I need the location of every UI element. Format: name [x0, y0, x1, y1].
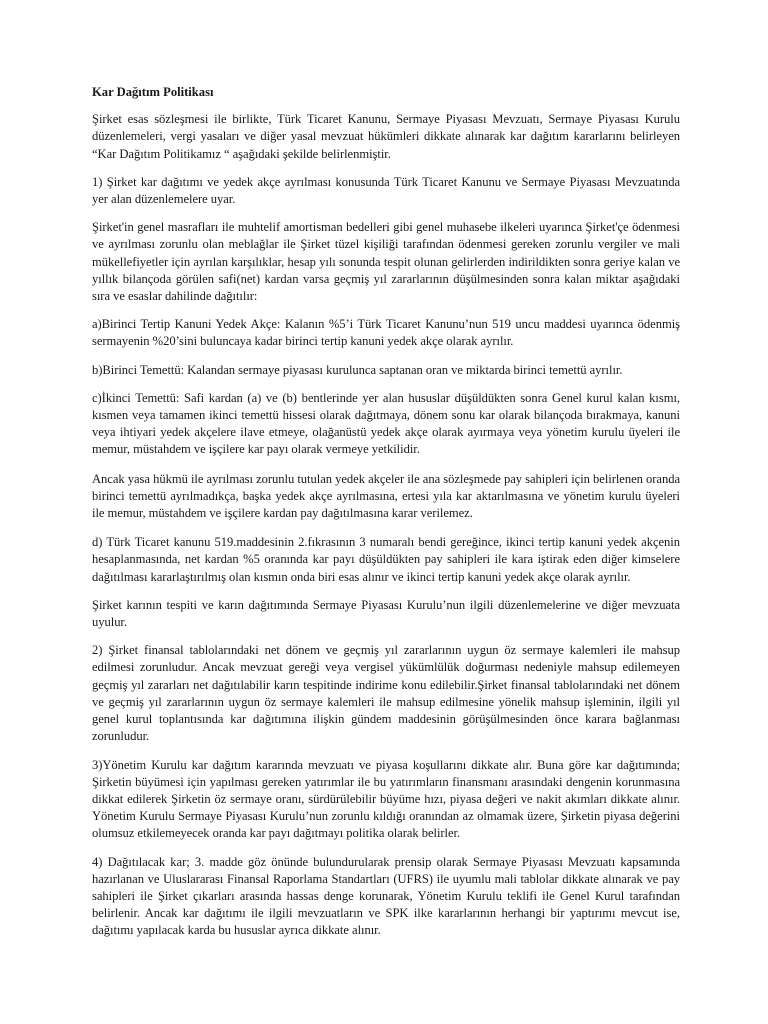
paragraph-general-expenses: Şirket'in genel masrafları ile muhtelif amortisman bedelleri gibi genel muhasebe ilkeleri uyarınca Şirket'çe ödenmesi ve ayrılması zorunlu olan meblağlar ile Şirket tüzel kişiliği tarafından ödenmesi gereken zorunlu vergiler ve mali mükellefiyetler için ayrılan karşılıklar, hesap yılı sonunda tespit olunan gelirlerden indirildikten sonra geriye kalan ve yıllık bilançoda görülen safi(net) kardan varsa geçmiş yıl zararlarının düşülmesinden sonra kalan miktar aşağıdaki sıra ve esaslar dahilinde dağıtılır:: [92, 220, 680, 304]
paragraph-compliance: Şirket karının tespiti ve karın dağıtımında Sermaye Piyasası Kurulu’nun ilgili düzenlemelerine ve diğer mevzuata uyulur.: [92, 597, 680, 630]
paragraph-item-4: 4) Dağıtılacak kar; 3. madde göz önünde bulundurularak prensip olarak Sermaye Piyasası Mevzuatı kapsamında hazırlanan ve Uluslararası Finansal Raporlama Standartları (UFRS) ile uyumlu mali tablolar dikkate alınarak ve pay sahipleri ile Şirket çıkarları arasında hassas denge korunarak, Yönetim Kurulu teklifi ile Genel Kurul tarafından belirlenir. Ancak kar dağıtımı ile ilgili mevzuatların ve SPK ilke kararlarının herhangi bir yaptırımı mevcut ise, dağıtımı yapılacak karda bu hususlar ayrıca dikkate alınır.: [92, 854, 680, 938]
paragraph-item-a: a)Birinci Tertip Kanuni Yedek Akçe: Kalanın %5’i Türk Ticaret Kanunu’nun 519 uncu maddesi uyarınca ödenmiş sermayenin %20’sini buluncaya kadar birinci tertip kanuni yedek akçe olarak ayrılır.: [92, 317, 680, 349]
paragraph-item-1: 1) Şirket kar dağıtımı ve yedek akçe ayrılması konusunda Türk Ticaret Kanunu ve Sermaye Piyasası Mevzuatında yer alan düzenlemelere uyar.: [92, 174, 680, 207]
paragraph-item-d: d) Türk Ticaret kanunu 519.maddesinin 2.fıkrasının 3 numaralı bendi gereğince, ikinci tertip kanuni yedek akçenin hesaplanmasında, net kardan %5 oranında kar payı düşüldükten pay sahipleri ile kara iştirak eden diğer kimselere dağıtılması kararlaştırılmış olan kısmın onda biri esas alınır ve ikinci tertip kanuni yedek akçe olarak ayrılır.: [92, 535, 680, 584]
paragraph-intro: Şirket esas sözleşmesi ile birlikte, Türk Ticaret Kanunu, Sermaye Piyasası Mevzuatı, Sermaye Piyasası Kurulu düzenlemeleri, vergi yasaları ve diğer yasal mevzuat hükümleri dikkate alınarak kar dağıtım kararlarını belirleyen “Kar Dağıtım Politikamız “ aşağıdaki şekilde belirlenmiştir.: [92, 112, 680, 161]
document-title: Kar Dağıtım Politikası: [92, 85, 214, 99]
paragraph-item-3: 3)Yönetim Kurulu kar dağıtım kararında mevzuatı ve piyasa koşullarını dikkate alır. Buna göre kar dağıtımında; Şirketin büyümesi için yapılması gereken yatırımlar ile bu yatırımların finansmanı arasındaki dengenin korunmasına dikkat edilerek Şirketin öz sermaye oranı, sürdürülebilir büyüme hızı, piyasa değeri ve nakit akımları dikkate alınır. Yönetim Kurulu Sermaye Piyasası Kurulu’nun zorunlu kıldığı oranından az olmamak üzere, Şirketin piyasa değerini olumsuz etkilemeyecek oranda kar payı dağıtmayı politika olarak belirler.: [92, 757, 680, 841]
paragraph-reserve-condition: Ancak yasa hükmü ile ayrılması zorunlu tutulan yedek akçeler ile ana sözleşmede pay sahipleri için belirlenen oranda birinci temettü ayrılmadıkça, başka yedek akçe ayrılmasına, ertesi yıla kar aktarılmasına ve yönetim kurulu üyeleri ile memur, müstahdem ve işçilere kardan pay dağıtılmasına karar verilemez.: [92, 471, 680, 521]
paragraph-item-b: b)Birinci Temettü: Kalandan sermaye piyasası kurulunca saptanan oran ve miktarda birinci temettü ayrılır.: [92, 362, 623, 377]
paragraph-item-2: 2) Şirket finansal tablolarındaki net dönem ve geçmiş yıl zararlarının uygun öz sermaye kalemleri ile mahsup edilmesi zorunludur. Ancak mevzuat gereği veya vergisel yükümlülük doğurması nedeniyle mahsup edilemeyen geçmiş yıl zararları net dağıtılabilir karın tespitinde indirime konu edilebilir.Şirket finansal tablolarındaki net dönem ve geçmiş yıl zararlarının uygun öz sermaye kalemleri ile mahsup edilmesine yönelik mahsup işleminin, ilgili yıl genel kurul toplantısında kar dağıtımına ilişkin gündem maddesinin görüşülmesinden önce karara bağlanması zorunludur.: [92, 643, 680, 744]
paragraph-item-c: c)İkinci Temettü: Safi kardan (a) ve (b) bentlerinde yer alan hususlar düşüldükten sonra Genel kurul kalan kısmı, kısmen veya tamamen ikinci temettü hissesi olarak dağıtmaya, dönem sonu kar olarak bilançoda bırakmaya, kanuni veya ihtiyari yedek akçelere ilave etmeye, olağanüstü yedek akçe olarak ayırmaya veya yönetim kurulu üyeleri ile memur, müstahdem ve işçilere kar payı olarak vermeye yetkilidir.: [92, 390, 680, 457]
document-page: [92, 84, 680, 951]
